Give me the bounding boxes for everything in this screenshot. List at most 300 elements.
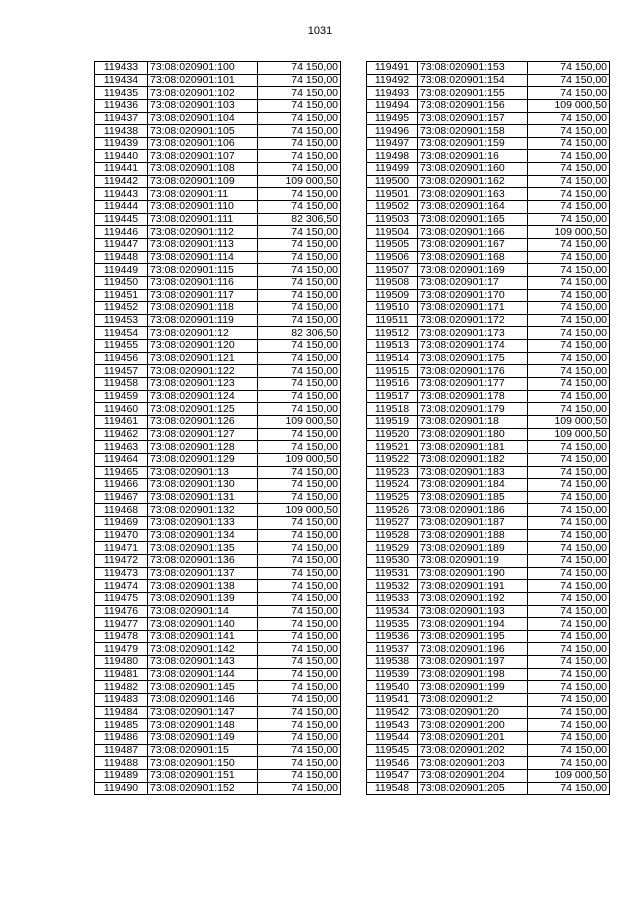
table-row bbox=[95, 428, 341, 441]
row-number: 119450 bbox=[95, 276, 148, 289]
row-number: 119466 bbox=[95, 479, 148, 492]
cadastral-value: 74 150,00 bbox=[258, 668, 341, 681]
cadastral-value: 74 150,00 bbox=[528, 656, 610, 669]
table-row bbox=[95, 592, 341, 605]
cadastral-number: 73:08:020901:108 bbox=[148, 163, 258, 176]
table-row bbox=[367, 99, 610, 112]
cadastral-number: 73:08:020901:166 bbox=[418, 226, 528, 239]
cadastral-number: 73:08:020901:141 bbox=[148, 630, 258, 643]
cadastral-number: 73:08:020901:133 bbox=[148, 517, 258, 530]
row-number: 119517 bbox=[367, 390, 418, 403]
table-row bbox=[367, 517, 610, 530]
table-row bbox=[367, 137, 610, 150]
row-number: 119480 bbox=[95, 656, 148, 669]
cadastral-value: 74 150,00 bbox=[528, 782, 610, 795]
cadastral-value: 74 150,00 bbox=[528, 201, 610, 214]
table-row bbox=[95, 517, 341, 530]
table-row bbox=[95, 618, 341, 631]
row-number: 119515 bbox=[367, 365, 418, 378]
row-number: 119470 bbox=[95, 529, 148, 542]
row-number: 119511 bbox=[367, 314, 418, 327]
cadastral-value: 74 150,00 bbox=[258, 479, 341, 492]
cadastral-number: 73:08:020901:19 bbox=[418, 554, 528, 567]
cadastral-number: 73:08:020901:105 bbox=[148, 125, 258, 138]
row-number: 119436 bbox=[95, 99, 148, 112]
cadastral-value: 74 150,00 bbox=[528, 150, 610, 163]
cadastral-value: 74 150,00 bbox=[528, 605, 610, 618]
table-row bbox=[95, 150, 341, 163]
row-number: 119487 bbox=[95, 744, 148, 757]
page-number: 1031 bbox=[307, 25, 333, 37]
cadastral-value: 74 150,00 bbox=[528, 630, 610, 643]
cadastral-value: 74 150,00 bbox=[528, 757, 610, 770]
cadastral-number: 73:08:020901:195 bbox=[418, 630, 528, 643]
table-row bbox=[367, 302, 610, 315]
cadastral-value: 74 150,00 bbox=[258, 125, 341, 138]
row-number: 119497 bbox=[367, 137, 418, 150]
row-number: 119435 bbox=[95, 87, 148, 100]
cadastral-number: 73:08:020901:150 bbox=[148, 757, 258, 770]
row-number: 119473 bbox=[95, 567, 148, 580]
cadastral-number: 73:08:020901:184 bbox=[418, 479, 528, 492]
row-number: 119492 bbox=[367, 74, 418, 87]
cadastral-value: 74 150,00 bbox=[528, 163, 610, 176]
cadastral-number: 73:08:020901:163 bbox=[418, 188, 528, 201]
cadastral-number: 73:08:020901:13 bbox=[148, 466, 258, 479]
cadastral-number: 73:08:020901:172 bbox=[418, 314, 528, 327]
cadastral-value: 74 150,00 bbox=[258, 694, 341, 707]
row-number: 119539 bbox=[367, 668, 418, 681]
cadastral-value: 74 150,00 bbox=[258, 630, 341, 643]
cadastral-number: 73:08:020901:205 bbox=[418, 782, 528, 795]
table-row bbox=[95, 340, 341, 353]
cadastral-value: 74 150,00 bbox=[528, 441, 610, 454]
cadastral-value: 74 150,00 bbox=[258, 731, 341, 744]
table-row bbox=[95, 630, 341, 643]
cadastral-value: 74 150,00 bbox=[528, 719, 610, 732]
cadastral-number: 73:08:020901:18 bbox=[418, 415, 528, 428]
table-row bbox=[95, 441, 341, 454]
cadastral-value: 74 150,00 bbox=[528, 314, 610, 327]
table-row bbox=[95, 643, 341, 656]
cadastral-value: 74 150,00 bbox=[258, 428, 341, 441]
row-number: 119544 bbox=[367, 731, 418, 744]
cadastral-number: 73:08:020901:130 bbox=[148, 479, 258, 492]
cadastral-value: 74 150,00 bbox=[258, 529, 341, 542]
row-number: 119538 bbox=[367, 656, 418, 669]
cadastral-number: 73:08:020901:124 bbox=[148, 390, 258, 403]
table-row bbox=[367, 125, 610, 138]
row-number: 119532 bbox=[367, 580, 418, 593]
table-row bbox=[367, 276, 610, 289]
table-row bbox=[367, 74, 610, 87]
table-row bbox=[367, 681, 610, 694]
row-number: 119510 bbox=[367, 302, 418, 315]
cadastral-number: 73:08:020901:203 bbox=[418, 757, 528, 770]
cadastral-value: 74 150,00 bbox=[258, 782, 341, 795]
cadastral-value: 109 000,50 bbox=[528, 226, 610, 239]
cadastral-value: 74 150,00 bbox=[528, 694, 610, 707]
table-row bbox=[367, 441, 610, 454]
row-number: 119533 bbox=[367, 592, 418, 605]
row-number: 119454 bbox=[95, 327, 148, 340]
cadastral-value: 74 150,00 bbox=[528, 681, 610, 694]
cadastral-table-left bbox=[94, 61, 341, 795]
table-row bbox=[95, 314, 341, 327]
table-row bbox=[95, 378, 341, 391]
row-number: 119499 bbox=[367, 163, 418, 176]
cadastral-value: 74 150,00 bbox=[528, 504, 610, 517]
row-number: 119503 bbox=[367, 213, 418, 226]
cadastral-number: 73:08:020901:132 bbox=[148, 504, 258, 517]
cadastral-value: 74 150,00 bbox=[258, 643, 341, 656]
table-row bbox=[367, 150, 610, 163]
cadastral-value: 74 150,00 bbox=[258, 201, 341, 214]
row-number: 119514 bbox=[367, 352, 418, 365]
table-row bbox=[367, 415, 610, 428]
table-row bbox=[367, 694, 610, 707]
table-row bbox=[367, 163, 610, 176]
cadastral-value: 74 150,00 bbox=[258, 769, 341, 782]
row-number: 119534 bbox=[367, 605, 418, 618]
cadastral-number: 73:08:020901:198 bbox=[418, 668, 528, 681]
cadastral-number: 73:08:020901:155 bbox=[418, 87, 528, 100]
row-number: 119482 bbox=[95, 681, 148, 694]
cadastral-value: 74 150,00 bbox=[258, 264, 341, 277]
row-number: 119495 bbox=[367, 112, 418, 125]
cadastral-value: 74 150,00 bbox=[528, 744, 610, 757]
cadastral-number: 73:08:020901:136 bbox=[148, 554, 258, 567]
table-row bbox=[367, 340, 610, 353]
cadastral-value: 74 150,00 bbox=[258, 618, 341, 631]
table-row bbox=[95, 87, 341, 100]
cadastral-number: 73:08:020901:109 bbox=[148, 175, 258, 188]
row-number: 119442 bbox=[95, 175, 148, 188]
cadastral-value: 74 150,00 bbox=[528, 188, 610, 201]
cadastral-number: 73:08:020901:173 bbox=[418, 327, 528, 340]
table-row bbox=[367, 327, 610, 340]
cadastral-number: 73:08:020901:171 bbox=[418, 302, 528, 315]
cadastral-value: 109 000,50 bbox=[528, 769, 610, 782]
table-row bbox=[95, 226, 341, 239]
cadastral-value: 74 150,00 bbox=[528, 618, 610, 631]
cadastral-value: 74 150,00 bbox=[258, 554, 341, 567]
table-row bbox=[367, 365, 610, 378]
table-row bbox=[95, 251, 341, 264]
cadastral-value: 74 150,00 bbox=[258, 719, 341, 732]
cadastral-value: 74 150,00 bbox=[528, 238, 610, 251]
table-row bbox=[95, 731, 341, 744]
cadastral-number: 73:08:020901:178 bbox=[418, 390, 528, 403]
cadastral-value: 74 150,00 bbox=[258, 251, 341, 264]
row-number: 119505 bbox=[367, 238, 418, 251]
cadastral-value: 74 150,00 bbox=[528, 453, 610, 466]
row-number: 119520 bbox=[367, 428, 418, 441]
row-number: 119437 bbox=[95, 112, 148, 125]
cadastral-number: 73:08:020901:180 bbox=[418, 428, 528, 441]
cadastral-value: 74 150,00 bbox=[528, 567, 610, 580]
cadastral-number: 73:08:020901:151 bbox=[148, 769, 258, 782]
cadastral-value: 74 150,00 bbox=[258, 99, 341, 112]
cadastral-number: 73:08:020901:162 bbox=[418, 175, 528, 188]
cadastral-value: 109 000,50 bbox=[258, 504, 341, 517]
row-number: 119447 bbox=[95, 238, 148, 251]
table-row bbox=[367, 605, 610, 618]
cadastral-number: 73:08:020901:20 bbox=[418, 706, 528, 719]
cadastral-number: 73:08:020901:165 bbox=[418, 213, 528, 226]
table-row bbox=[367, 378, 610, 391]
row-number: 119500 bbox=[367, 175, 418, 188]
cadastral-number: 73:08:020901:110 bbox=[148, 201, 258, 214]
table-row bbox=[367, 618, 610, 631]
table-row bbox=[95, 706, 341, 719]
cadastral-number: 73:08:020901:179 bbox=[418, 403, 528, 416]
row-number: 119478 bbox=[95, 630, 148, 643]
row-number: 119465 bbox=[95, 466, 148, 479]
row-number: 119457 bbox=[95, 365, 148, 378]
table-row bbox=[95, 491, 341, 504]
cadastral-value: 74 150,00 bbox=[528, 352, 610, 365]
row-number: 119526 bbox=[367, 504, 418, 517]
table-row bbox=[367, 643, 610, 656]
cadastral-value: 74 150,00 bbox=[258, 137, 341, 150]
cadastral-number: 73:08:020901:199 bbox=[418, 681, 528, 694]
cadastral-number: 73:08:020901:143 bbox=[148, 656, 258, 669]
row-number: 119491 bbox=[367, 62, 418, 75]
cadastral-value: 74 150,00 bbox=[528, 62, 610, 75]
row-number: 119460 bbox=[95, 403, 148, 416]
row-number: 119445 bbox=[95, 213, 148, 226]
cadastral-number: 73:08:020901:200 bbox=[418, 719, 528, 732]
row-number: 119493 bbox=[367, 87, 418, 100]
table-row bbox=[95, 137, 341, 150]
row-number: 119459 bbox=[95, 390, 148, 403]
table-row bbox=[95, 769, 341, 782]
row-number: 119508 bbox=[367, 276, 418, 289]
row-number: 119444 bbox=[95, 201, 148, 214]
cadastral-number: 73:08:020901:201 bbox=[418, 731, 528, 744]
cadastral-value: 74 150,00 bbox=[528, 592, 610, 605]
cadastral-number: 73:08:020901:137 bbox=[148, 567, 258, 580]
cadastral-value: 74 150,00 bbox=[528, 466, 610, 479]
row-number: 119543 bbox=[367, 719, 418, 732]
cadastral-value: 74 150,00 bbox=[528, 112, 610, 125]
cadastral-value: 74 150,00 bbox=[258, 302, 341, 315]
cadastral-number: 73:08:020901:115 bbox=[148, 264, 258, 277]
table-row bbox=[95, 213, 341, 226]
cadastral-value: 74 150,00 bbox=[258, 706, 341, 719]
row-number: 119535 bbox=[367, 618, 418, 631]
row-number: 119485 bbox=[95, 719, 148, 732]
row-number: 119529 bbox=[367, 542, 418, 555]
table-row bbox=[367, 656, 610, 669]
table-row bbox=[95, 188, 341, 201]
table-row bbox=[367, 504, 610, 517]
cadastral-value: 74 150,00 bbox=[258, 403, 341, 416]
row-number: 119509 bbox=[367, 289, 418, 302]
cadastral-value: 74 150,00 bbox=[528, 213, 610, 226]
cadastral-number: 73:08:020901:2 bbox=[418, 694, 528, 707]
table-row bbox=[95, 757, 341, 770]
cadastral-number: 73:08:020901:134 bbox=[148, 529, 258, 542]
cadastral-value: 74 150,00 bbox=[528, 643, 610, 656]
table-row bbox=[95, 542, 341, 555]
row-number: 119481 bbox=[95, 668, 148, 681]
table-row bbox=[367, 188, 610, 201]
cadastral-number: 73:08:020901:159 bbox=[418, 137, 528, 150]
cadastral-value: 74 150,00 bbox=[528, 517, 610, 530]
row-number: 119467 bbox=[95, 491, 148, 504]
table-row bbox=[95, 580, 341, 593]
cadastral-number: 73:08:020901:131 bbox=[148, 491, 258, 504]
cadastral-value: 74 150,00 bbox=[258, 163, 341, 176]
cadastral-value: 74 150,00 bbox=[528, 479, 610, 492]
cadastral-number: 73:08:020901:112 bbox=[148, 226, 258, 239]
table-row bbox=[95, 415, 341, 428]
cadastral-number: 73:08:020901:129 bbox=[148, 453, 258, 466]
cadastral-value: 74 150,00 bbox=[528, 668, 610, 681]
table-row bbox=[367, 542, 610, 555]
table-row bbox=[367, 757, 610, 770]
row-number: 119524 bbox=[367, 479, 418, 492]
cadastral-value: 74 150,00 bbox=[258, 62, 341, 75]
table-row bbox=[367, 213, 610, 226]
cadastral-value: 74 150,00 bbox=[258, 238, 341, 251]
cadastral-value: 74 150,00 bbox=[528, 542, 610, 555]
row-number: 119501 bbox=[367, 188, 418, 201]
cadastral-value: 109 000,50 bbox=[258, 175, 341, 188]
table-row bbox=[367, 592, 610, 605]
table-row bbox=[367, 226, 610, 239]
table-row bbox=[367, 554, 610, 567]
table-row bbox=[367, 314, 610, 327]
table-row bbox=[95, 694, 341, 707]
cadastral-number: 73:08:020901:118 bbox=[148, 302, 258, 315]
cadastral-number: 73:08:020901:144 bbox=[148, 668, 258, 681]
row-number: 119462 bbox=[95, 428, 148, 441]
cadastral-value: 74 150,00 bbox=[528, 264, 610, 277]
cadastral-number: 73:08:020901:116 bbox=[148, 276, 258, 289]
table-row bbox=[367, 453, 610, 466]
cadastral-number: 73:08:020901:122 bbox=[148, 365, 258, 378]
cadastral-number: 73:08:020901:148 bbox=[148, 719, 258, 732]
row-number: 119548 bbox=[367, 782, 418, 795]
table-row bbox=[367, 769, 610, 782]
cadastral-number: 73:08:020901:127 bbox=[148, 428, 258, 441]
table-row bbox=[95, 656, 341, 669]
row-number: 119506 bbox=[367, 251, 418, 264]
row-number: 119527 bbox=[367, 517, 418, 530]
cadastral-value: 74 150,00 bbox=[528, 365, 610, 378]
row-number: 119530 bbox=[367, 554, 418, 567]
cadastral-number: 73:08:020901:192 bbox=[418, 592, 528, 605]
row-number: 119507 bbox=[367, 264, 418, 277]
cadastral-value: 74 150,00 bbox=[258, 567, 341, 580]
cadastral-value: 74 150,00 bbox=[528, 491, 610, 504]
row-number: 119498 bbox=[367, 150, 418, 163]
table-row bbox=[367, 529, 610, 542]
cadastral-number: 73:08:020901:142 bbox=[148, 643, 258, 656]
cadastral-value: 74 150,00 bbox=[258, 226, 341, 239]
cadastral-value: 74 150,00 bbox=[258, 592, 341, 605]
row-number: 119440 bbox=[95, 150, 148, 163]
cadastral-number: 73:08:020901:14 bbox=[148, 605, 258, 618]
row-number: 119525 bbox=[367, 491, 418, 504]
table-row bbox=[367, 466, 610, 479]
row-number: 119433 bbox=[95, 62, 148, 75]
cadastral-number: 73:08:020901:103 bbox=[148, 99, 258, 112]
row-number: 119458 bbox=[95, 378, 148, 391]
cadastral-value: 74 150,00 bbox=[258, 314, 341, 327]
table-row bbox=[367, 62, 610, 75]
row-number: 119439 bbox=[95, 137, 148, 150]
cadastral-value: 74 150,00 bbox=[258, 517, 341, 530]
cadastral-number: 73:08:020901:120 bbox=[148, 340, 258, 353]
row-number: 119477 bbox=[95, 618, 148, 631]
cadastral-number: 73:08:020901:188 bbox=[418, 529, 528, 542]
cadastral-value: 109 000,50 bbox=[528, 428, 610, 441]
row-number: 119476 bbox=[95, 605, 148, 618]
row-number: 119494 bbox=[367, 99, 418, 112]
cadastral-value: 74 150,00 bbox=[528, 378, 610, 391]
cadastral-number: 73:08:020901:149 bbox=[148, 731, 258, 744]
table-row bbox=[367, 238, 610, 251]
table-row bbox=[95, 74, 341, 87]
cadastral-number: 73:08:020901:11 bbox=[148, 188, 258, 201]
table-row bbox=[95, 529, 341, 542]
cadastral-number: 73:08:020901:190 bbox=[418, 567, 528, 580]
row-number: 119488 bbox=[95, 757, 148, 770]
table-row bbox=[367, 201, 610, 214]
cadastral-value: 74 150,00 bbox=[528, 340, 610, 353]
cadastral-number: 73:08:020901:168 bbox=[418, 251, 528, 264]
row-number: 119472 bbox=[95, 554, 148, 567]
row-number: 119483 bbox=[95, 694, 148, 707]
table-row bbox=[367, 428, 610, 441]
cadastral-value: 74 150,00 bbox=[258, 580, 341, 593]
table-row bbox=[367, 390, 610, 403]
row-number: 119528 bbox=[367, 529, 418, 542]
table-row bbox=[95, 264, 341, 277]
cadastral-value: 74 150,00 bbox=[258, 491, 341, 504]
cadastral-value: 74 150,00 bbox=[528, 706, 610, 719]
row-number: 119521 bbox=[367, 441, 418, 454]
cadastral-value: 74 150,00 bbox=[528, 327, 610, 340]
cadastral-value: 74 150,00 bbox=[258, 340, 341, 353]
table-row bbox=[367, 251, 610, 264]
cadastral-number: 73:08:020901:181 bbox=[418, 441, 528, 454]
cadastral-value: 74 150,00 bbox=[528, 74, 610, 87]
cadastral-number: 73:08:020901:147 bbox=[148, 706, 258, 719]
table-row bbox=[95, 352, 341, 365]
table-row bbox=[95, 99, 341, 112]
row-number: 119451 bbox=[95, 289, 148, 302]
row-number: 119479 bbox=[95, 643, 148, 656]
row-number: 119522 bbox=[367, 453, 418, 466]
row-number: 119536 bbox=[367, 630, 418, 643]
table-row bbox=[95, 554, 341, 567]
cadastral-number: 73:08:020901:101 bbox=[148, 74, 258, 87]
cadastral-value: 74 150,00 bbox=[528, 403, 610, 416]
cadastral-number: 73:08:020901:154 bbox=[418, 74, 528, 87]
cadastral-number: 73:08:020901:15 bbox=[148, 744, 258, 757]
cadastral-number: 73:08:020901:106 bbox=[148, 137, 258, 150]
table-row bbox=[95, 112, 341, 125]
row-number: 119434 bbox=[95, 74, 148, 87]
table-row bbox=[95, 302, 341, 315]
table-row bbox=[95, 403, 341, 416]
row-number: 119545 bbox=[367, 744, 418, 757]
